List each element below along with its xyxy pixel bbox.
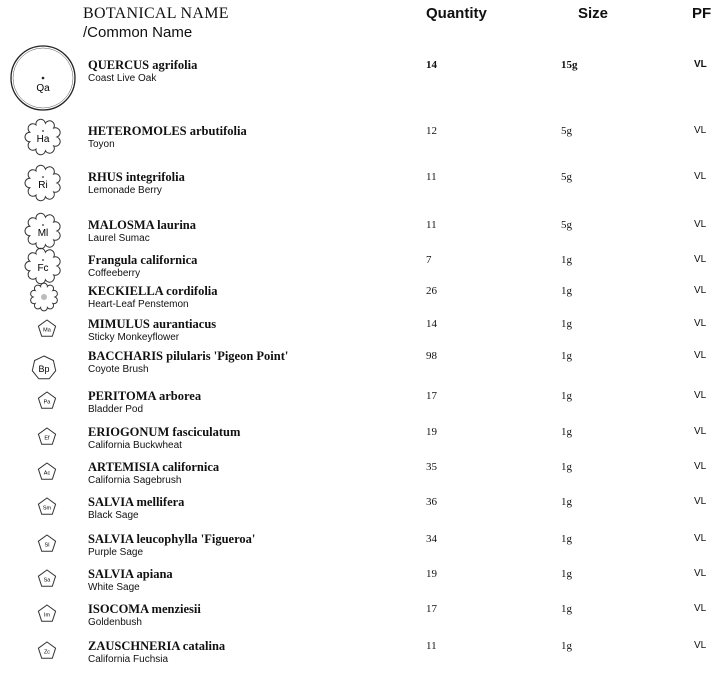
common-name: Black Sage	[88, 510, 139, 521]
botanical-name: MIMULUS aurantiacus	[88, 317, 217, 331]
plant-symbol-icon	[36, 426, 58, 448]
quantity-value: 14	[426, 59, 437, 71]
common-name: White Sage	[88, 582, 140, 593]
quantity-value: 34	[426, 533, 437, 545]
common-name: Lemonade Berry	[88, 185, 162, 196]
header-quantity: Quantity	[426, 5, 487, 22]
plant-symbol-icon	[26, 214, 60, 248]
pf-value: VL	[694, 219, 707, 230]
quantity-value: 11	[426, 171, 437, 183]
plant-row	[0, 639, 716, 673]
botanical-name: MALOSMA laurina	[88, 218, 196, 232]
pf-value: VL	[694, 285, 707, 296]
header-pf: PF	[692, 5, 712, 22]
pf-value: VL	[694, 59, 707, 70]
size-value: 1g	[561, 461, 572, 473]
size-value: 1g	[561, 603, 572, 615]
pf-value: VL	[694, 426, 707, 437]
size-value: 1g	[561, 568, 572, 580]
plant-row	[0, 425, 716, 459]
pf-value: VL	[694, 603, 707, 614]
svg-text:Ri: Ri	[38, 180, 48, 191]
size-value: 1g	[561, 496, 572, 508]
common-name: Goldenbush	[88, 617, 142, 628]
plant-symbol-icon	[26, 166, 60, 200]
plant-symbol-icon	[36, 640, 58, 662]
plant-row	[0, 389, 716, 423]
svg-text:Im: Im	[43, 612, 51, 619]
plant-symbol-icon	[36, 533, 58, 555]
plant-symbol-icon	[30, 283, 58, 311]
common-name: Coyote Brush	[88, 364, 149, 375]
header-common-name: /Common Name	[83, 24, 193, 41]
svg-text:Zc: Zc	[43, 649, 51, 656]
common-name: Sticky Monkeyflower	[88, 332, 180, 343]
plant-row	[0, 460, 716, 494]
quantity-value: 11	[426, 640, 437, 652]
common-name: Purple Sage	[88, 547, 144, 558]
botanical-name: PERITOMA arborea	[88, 389, 202, 403]
size-value: 1g	[561, 318, 572, 330]
svg-text:Fc: Fc	[37, 263, 49, 274]
pf-value: VL	[694, 496, 707, 507]
quantity-value: 19	[426, 426, 437, 438]
plant-row	[0, 58, 716, 92]
botanical-name: KECKIELLA cordifolia	[88, 284, 218, 298]
common-name: California Buckwheat	[88, 440, 182, 451]
quantity-value: 26	[426, 285, 437, 297]
quantity-value: 7	[426, 254, 432, 266]
pf-value: VL	[694, 125, 707, 136]
header-size: Size	[578, 5, 609, 22]
size-value: 1g	[561, 533, 572, 545]
size-value: 5g	[561, 219, 572, 231]
plant-row	[0, 602, 716, 636]
plant-row	[0, 567, 716, 601]
plant-row	[0, 170, 716, 204]
plant-symbol-icon	[26, 120, 60, 154]
plant-symbol-icon	[26, 249, 60, 283]
svg-text:Ml: Ml	[37, 228, 49, 239]
svg-text:Ha: Ha	[36, 134, 50, 145]
plant-symbol-icon	[29, 353, 59, 383]
botanical-name: SALVIA leucophylla 'Figueroa'	[88, 532, 256, 546]
quantity-value: 98	[426, 350, 437, 362]
common-name: Coffeeberry	[88, 268, 141, 279]
svg-text:Pa: Pa	[43, 399, 51, 406]
pf-value: VL	[694, 318, 707, 329]
plant-row	[0, 532, 716, 566]
quantity-value: 14	[426, 318, 437, 330]
common-name: California Sagebrush	[88, 475, 182, 486]
header-botanical-name: BOTANICAL NAME	[83, 5, 229, 22]
plant-symbol-icon	[5, 40, 81, 116]
quantity-value: 17	[426, 390, 437, 402]
svg-text:Ma: Ma	[43, 327, 51, 334]
botanical-name: SALVIA apiana	[88, 567, 173, 581]
quantity-value: 17	[426, 603, 437, 615]
botanical-name: RHUS integrifolia	[88, 170, 185, 184]
size-value: 5g	[561, 171, 572, 183]
quantity-value: 19	[426, 568, 437, 580]
quantity-value: 12	[426, 125, 437, 137]
svg-text:Sa: Sa	[43, 577, 51, 584]
plant-row	[0, 124, 716, 158]
plant-symbol-icon	[36, 496, 58, 518]
plant-row	[0, 253, 716, 287]
plant-symbol-icon	[36, 318, 58, 340]
plant-symbol-icon	[36, 390, 58, 412]
plant-row	[0, 284, 716, 318]
botanical-name: SALVIA mellifera	[88, 495, 185, 509]
pf-value: VL	[694, 533, 707, 544]
plant-symbol-icon	[36, 603, 58, 625]
quantity-value: 11	[426, 219, 437, 231]
common-name: Bladder Pod	[88, 404, 144, 415]
botanical-name: Frangula californica	[88, 253, 198, 267]
size-value: 1g	[561, 640, 572, 652]
plant-row	[0, 317, 716, 351]
botanical-name: BACCHARIS pilularis 'Pigeon Point'	[88, 349, 289, 363]
size-value: 5g	[561, 125, 572, 137]
plant-row	[0, 495, 716, 529]
botanical-name: ERIOGONUM fasciculatum	[88, 425, 241, 439]
pf-value: VL	[694, 640, 707, 651]
quantity-value: 36	[426, 496, 437, 508]
pf-value: VL	[694, 350, 707, 361]
svg-text:Sm: Sm	[42, 505, 52, 512]
pf-value: VL	[694, 171, 707, 182]
plant-symbol-icon	[36, 568, 58, 590]
common-name: Laurel Sumac	[88, 233, 150, 244]
size-value: 1g	[561, 285, 572, 297]
svg-text:Ac: Ac	[43, 470, 51, 477]
pf-value: VL	[694, 461, 707, 472]
plant-row	[0, 349, 716, 383]
svg-text:Ef: Ef	[44, 435, 50, 442]
common-name: Heart-Leaf Penstemon	[88, 299, 189, 310]
plant-symbol-icon	[36, 461, 58, 483]
size-value: 1g	[561, 350, 572, 362]
pf-value: VL	[694, 390, 707, 401]
svg-text:Sl: Sl	[44, 542, 50, 549]
botanical-name: ISOCOMA menziesii	[88, 602, 201, 616]
quantity-value: 35	[426, 461, 437, 473]
size-value: 1g	[561, 426, 572, 438]
pf-value: VL	[694, 254, 707, 265]
botanical-name: ARTEMISIA californica	[88, 460, 220, 474]
svg-text:Qa: Qa	[36, 83, 50, 94]
size-value: 1g	[561, 390, 572, 402]
plant-row	[0, 218, 716, 252]
size-value: 15g	[561, 59, 578, 71]
common-name: Coast Live Oak	[88, 73, 157, 84]
botanical-name: ZAUSCHNERIA catalina	[88, 639, 226, 653]
size-value: 1g	[561, 254, 572, 266]
botanical-name: QUERCUS agrifolia	[88, 58, 198, 72]
botanical-name: HETEROMOLES arbutifolia	[88, 124, 247, 138]
common-name: Toyon	[88, 139, 115, 150]
svg-text:Bp: Bp	[38, 364, 50, 374]
common-name: California Fuchsia	[88, 654, 169, 665]
pf-value: VL	[694, 568, 707, 579]
